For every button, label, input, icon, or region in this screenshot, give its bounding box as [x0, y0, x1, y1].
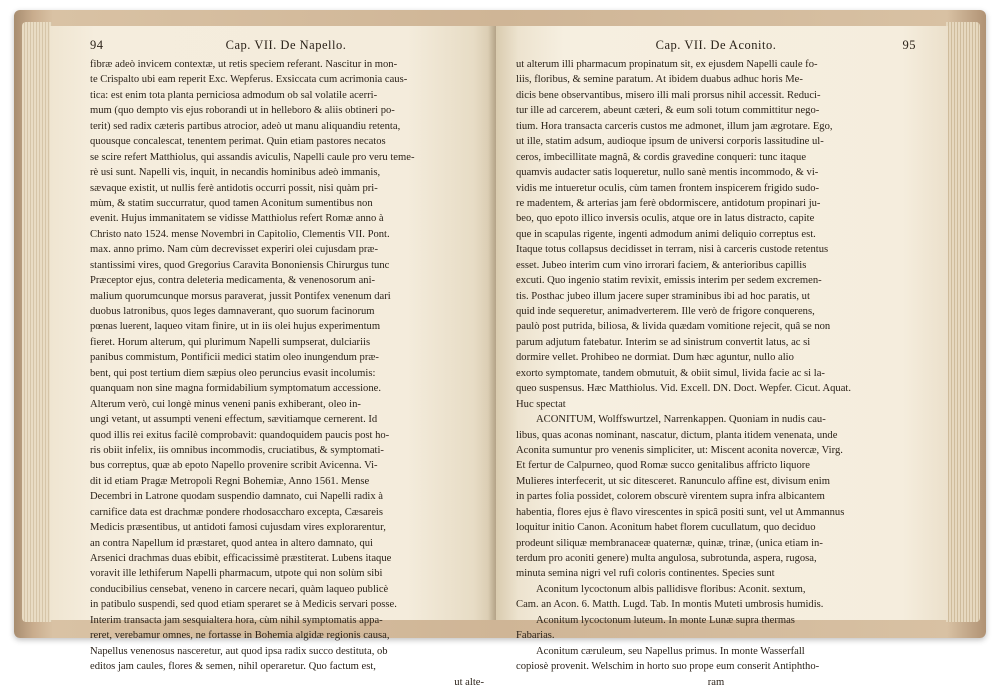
- text-line: minuta semina nigri vel rufi coloris continentes. Species sunt: [516, 568, 775, 580]
- text-line: Decembri in Latrone quodam suspendio damnato, cui Napelli radix à: [90, 491, 384, 503]
- text-line: bus correptus, quæ ab epoto Napello provenire scribit Avicenna. Vi-: [90, 460, 378, 472]
- text-line: mùm, & statim succurratur, quod tamen Aconitum sumentibus non: [90, 197, 373, 209]
- text-line: mum (quo dempto vis ejus roborandi ut in helleboro & aliis obtineri po-: [90, 105, 395, 117]
- text-line: Christo nato 1524. mense Novembri in Capitolio, Clementis VII. Pont.: [90, 228, 390, 240]
- text-line: parum adjutum fatebatur. Interim se ad sinistrum convertit latus, ac si: [516, 336, 811, 348]
- text-line: voravit ille lethiferum Napelli pharmacum, utpote qui non solùm sibi: [90, 568, 383, 580]
- text-line: dormire vellet. Prohibeo ne dormiat. Dum hæc aguntur, nullo alio: [516, 352, 794, 364]
- text-line: libus, quas aconas nominant, nascatur, dictum, planta itidem venenata, unde: [516, 429, 838, 441]
- text-line: an contra Napellum id præstaret, quod antea in altero damnato, qui: [90, 537, 374, 549]
- text-line: quid inde sequeretur, animadverterem. Ille verò de frigore conquerens,: [516, 306, 815, 317]
- text-line: copiosè provenit. Welschim in horto suo prope eum conserit Antiphtho-: [516, 661, 820, 673]
- left-page: [50, 26, 496, 688]
- right-page-edges: [946, 22, 980, 622]
- text-line: Mulieres interfecerit, ut sic ditesceret. Ranunculo affine est, divisum enim: [516, 475, 830, 487]
- text-line: terit) sed radix cæteris partibus atrocior, adeò ut manu aliquandiu retenta,: [90, 120, 401, 132]
- text-line: Itaque totus collapsus decidisset in terram, nisi à carceris custode retentus: [516, 244, 829, 256]
- text-line: ungi vetant, ut assumpti veneni effectum, sævitiamque cernerent. Id: [90, 414, 378, 426]
- text-line: dicis bene observantibus, misero illi mali prorsus nihil accessit. Reduci-: [516, 89, 821, 101]
- right-chapter-title: Cap. VII. De Aconito.: [655, 38, 777, 52]
- text-line: quanquam non sine magna formidabilium symptomatum accessione.: [90, 383, 381, 395]
- text-line: beo, quo epoto illico inversis oculis, atque ore in latus distracto, capite: [516, 213, 815, 225]
- left-page-number: 94: [90, 38, 104, 52]
- text-line: ut ille, statim adsum, audioque ipsum de universi corporis lassitudine ul-: [516, 136, 824, 148]
- text-line: queo suspensus. Hæc Matthiolus. Vid. Excell. DN. Doct. Wepfer. Cicut. Aquat.: [516, 383, 852, 395]
- text-line: panibus commistum, Pontificii medici statim oleo inungendum præ-: [90, 352, 379, 364]
- right-page-text: [516, 57, 916, 690]
- text-line: bent, qui post tertium diem sæpius oleo peruncius evasit incolumis:: [90, 367, 376, 379]
- text-line: ceros, imbecillitate magnâ, & cordis gravedine conqueri: tunc itaque: [516, 151, 807, 163]
- text-line: Arsenici drachmas duas ebibit, efficacissimè præstiterat. Lubens itaque: [90, 553, 392, 564]
- text-line: max. anno primo. Nam cùm decrevisset experiri olei cujusdam præ-: [90, 244, 379, 256]
- text-line: re madentem, & arterias jam ferè obdormiscere, antidotum propinari ju-: [516, 197, 821, 209]
- text-line: que in scapulas rigente, ingenti admodum animi deliquio correptus est.: [516, 228, 816, 240]
- text-line: terdum pro aconiti genere) multa angulosa, subrotunda, aspera, rugosa,: [516, 553, 817, 564]
- text-line: tis. Posthac jubeo illum jacere super straminibus ibi ad hoc paratis, ut: [516, 290, 810, 302]
- text-line: Interim transacta jam sesquialtera hora, cùm nihil symptomatis appa-: [90, 614, 383, 626]
- text-line: duobus latronibus, quos leges damnaverant, quo suorum facinorum: [90, 306, 375, 317]
- text-line: te Crispalto ubi eam reperit Exc. Wepferus. Exsiccata cum acrimonia caus-: [90, 74, 408, 86]
- text-line: tica: est enim tota planta perniciosa admodum ob sal volatile acerri-: [90, 89, 378, 101]
- text-line: esset. Jubeo interim cum vino irrorari faciem, & anterioribus capillis: [516, 259, 807, 271]
- text-line: carnifice data est drachmæ pondere rhodosaccharo excepta, Cæsareis: [90, 506, 383, 518]
- text-line: vidis me intueretur oculis, cùm tamen frontem inspicerem frigido sudo-: [516, 182, 820, 194]
- right-page-number: 95: [902, 38, 916, 52]
- text-line: malium quorumcunque morsus paraverat, jussit Pontifex venenum dari: [90, 290, 391, 302]
- text-line: stantissimi vires, quod Gregorius Caravita Bononiensis Chirurgus tunc: [90, 259, 390, 271]
- text-line: conducibilius censebat, veneno in carcere necari, quàm laqueo publicè: [90, 583, 389, 595]
- text-line: tium. Hora transacta carceris custos me admonet, illum jam ægrotare. Ego,: [516, 120, 833, 132]
- left-chapter-title: Cap. VII. De Napello.: [225, 38, 347, 52]
- text-line: quamvis audacter satis loqueretur, nullo sanè mentis incommodo, & vi-: [516, 167, 819, 179]
- text-line: in partes folia possidet, colorem obscurè virentem supra infra albicantem: [516, 491, 825, 503]
- text-line: ris obiit infelix, iis omnibus incommodis, cruciatibus, & symptomati-: [90, 444, 384, 456]
- text-line: ram: [707, 676, 725, 688]
- text-line: Napellus venenosus nasceretur, aut quod ipsa radix succo destituta, ob: [90, 645, 388, 657]
- text-line: Aconitum lycoctonum albis pallidisve floribus: Aconit. sextum,: [536, 583, 806, 595]
- text-line: Fabarias.: [516, 630, 555, 642]
- text-line: quod illis rei exitus facilè comprobavit: quandoquidem paucis post ho-: [90, 429, 390, 441]
- text-line: rè usi sunt. Napelli vis, inquit, in necandis hominibus adeò immanis,: [90, 167, 381, 179]
- text-line: reret, verebamur omnes, ne fortasse in Bohemia algidæ regionis causa,: [90, 630, 390, 642]
- text-line: editos jam caules, flores & semen, nihil operaretur. Quo factum est,: [90, 661, 376, 673]
- text-line: Præceptor ejus, contra deleteria medicamenta, & venenosorum ani-: [90, 275, 376, 287]
- text-line: ACONITUM, Wolffswurtzel, Narrenkappen. Quoniam in nudis cau-: [536, 414, 826, 426]
- text-line: paulò post putrida, biliosa, & livida quædam vomitione rejecit, quâ se non: [516, 321, 831, 333]
- left-running-head: [90, 38, 482, 52]
- text-line: Alterum verò, cui longè minus veneni panis exhiberant, oleo in-: [90, 398, 361, 410]
- text-line: Huc spectat: [516, 398, 566, 410]
- text-line: habentia, flores ejus è flavo virescentes in spicâ positi sunt, vel ut Ammannus: [516, 506, 845, 518]
- left-page-text: [90, 57, 484, 690]
- text-line: prodeunt siliquæ membranaceæ quaternæ, quinæ, trinæ, (unica etiam in-: [516, 537, 823, 549]
- text-line: evenit. Hujus immanitatem se vidisse Matthiolus refert Romæ anno à: [90, 213, 384, 225]
- text-line: fibræ adeò invicem contextæ, ut retis speciem referant. Nascitur in mon-: [90, 59, 398, 70]
- text-line: Aconitum lycoctonum luteum. In monte Lunæ supra thermas: [536, 614, 795, 626]
- text-line: pœnas luerent, laqueo vitam finire, ut in iis olei hujus experimentum: [90, 321, 381, 333]
- text-line: ut alte-: [454, 676, 484, 688]
- text-line: Et fertur de Calpurneo, quod Romæ succo genitalibus affricto liquore: [516, 460, 811, 472]
- text-line: liis, floribus, & semine paratum. At ibidem duabus adhuc horis Me-: [516, 74, 803, 86]
- right-running-head: [516, 38, 916, 52]
- text-line: Aconitum cæruleum, seu Napellus primus. In monte Wasserfall: [536, 645, 805, 657]
- text-line: in patibulo suspendi, sed quod etiam speraret se à Medicis servari posse.: [90, 599, 397, 611]
- text-line: Medicis præsentibus, ut antidoti famosi cujusdam vires explorarentur,: [90, 522, 386, 534]
- text-line: ut alterum illi pharmacum propinatum sit, ex ejusdem Napelli caule fo-: [516, 59, 818, 70]
- text-line: loquitur initio Canon. Aconitum habet florem cucullatum, quo deciduo: [516, 522, 816, 534]
- text-line: dit id etiam Pragæ Metropoli Regni Bohemiæ, Anno 1561. Mense: [90, 475, 370, 487]
- right-page: [496, 26, 948, 688]
- text-line: exorto symptomate, tandem obmutuit, & obiit simul, livida facie ac si la-: [516, 367, 825, 379]
- text-line: Aconita sumuntur pro venenis simpliciter, ut: Miscent aconita novercæ, Virg.: [516, 444, 843, 456]
- text-line: quousque concalescat, tenentem perimat. Quin etiam pastores necatos: [90, 136, 386, 148]
- text-line: se scire refert Matthiolus, qui assandis aviculis, Napelli caule pro veru teme-: [90, 151, 415, 163]
- text-line: fieret. Horum alterum, qui plurimum Napelli sumpserat, dulciariis: [90, 336, 371, 348]
- text-line: sævaque existit, ut nullis ferè antidotis occurri possit, nisi quàm pri-: [90, 182, 378, 194]
- text-line: Cam. an Acon. 6. Matth. Lugd. Tab. In montis Muteti umbrosis humidis.: [516, 599, 824, 611]
- text-line: tur ille ad carcerem, abeunt cæteri, & eum soli totum committitur nego-: [516, 105, 820, 117]
- left-page-edges: [22, 22, 52, 622]
- text-line: excuti. Quo ingenio statim revixit, emissis interim per sedem excremen-: [516, 275, 822, 287]
